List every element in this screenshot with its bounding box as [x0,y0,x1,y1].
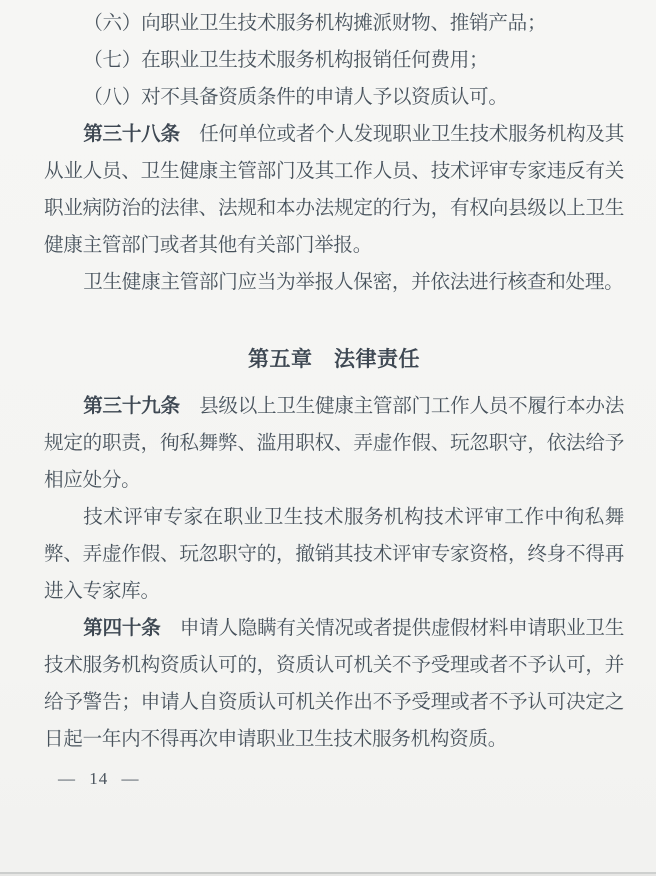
paragraph [44,610,624,758]
article-number: 第三十八条 [83,124,180,145]
chapter-heading [44,341,624,378]
paragraph [44,264,624,301]
paragraph [44,499,624,610]
page-number: — 14 — [58,769,140,788]
paragraph [44,116,624,264]
article-number: 第五章 法律责任 [248,347,420,371]
text-run: 县级以上卫生健康主管部门工作人员不履行本办法规定的职责，徇私舞弊、滥用职权、弄虚作假、玩忽职守，依法给予相应处分。 [44,396,624,491]
list-item [44,5,624,42]
text-run: （八）对不具备资质条件的申请人予以资质认可。 [83,87,508,108]
text-run: （六）向职业卫生技术服务机构摊派财物、推销产品； [83,13,547,34]
list-item [44,42,624,79]
paragraph [44,388,624,499]
text-run: 申请人隐瞒有关情况或者提供虚假材料申请职业卫生技术服务机构资质认可的，资质认可机关不予受理或者不予认可，并给予警告；申请人自资质认可机关作出不予受理或者不予认可决定之日起一年内不得再次申请职业卫生技术服务机构资质。 [44,618,624,750]
text-run: 技术评审专家在职业卫生技术服务机构技术评审工作中徇私舞弊、弄虚作假、玩忽职守的，撤销其技术评审专家资格，终身不得再进入专家库。 [44,507,624,602]
list-item [44,79,624,116]
document-body [44,5,624,758]
text-run: （七）在职业卫生技术服务机构报销任何费用； [83,50,489,71]
article-number: 第三十九条 [83,396,180,417]
article-number: 第四十条 [83,618,161,639]
text-run: 任何单位或者个人发现职业卫生技术服务机构及其从业人员、卫生健康主管部门及其工作人员、技术评审专家违反有关职业病防治的法律、法规和本办法规定的行为，有权向县级以上卫生健康主管部门或者其他有关部门举报。 [44,124,624,256]
text-run: 卫生健康主管部门应当为举报人保密，并依法进行核查和处理。 [83,272,624,293]
